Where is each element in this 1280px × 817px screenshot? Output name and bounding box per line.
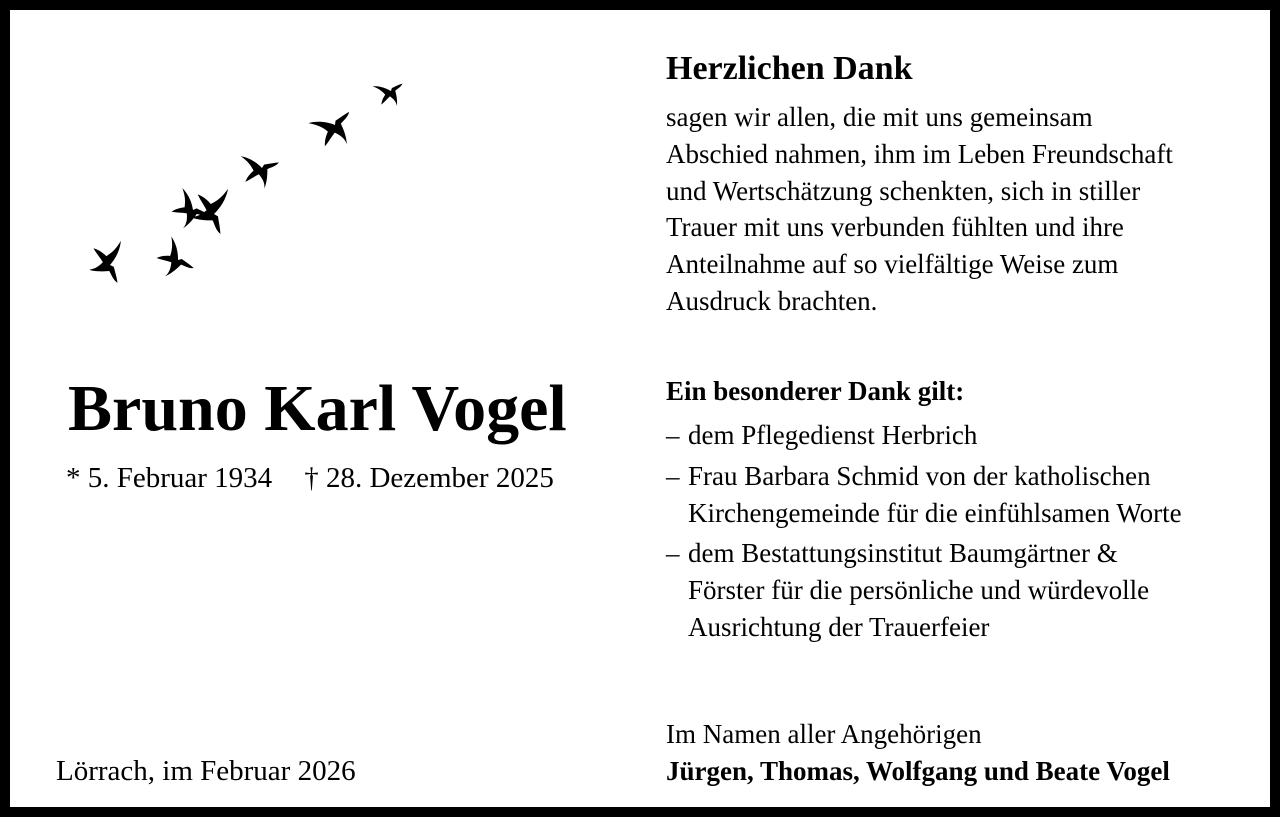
list-item xyxy=(666,417,1266,454)
thanks-heading: Herzlichen Dank xyxy=(666,50,913,87)
list-item-line: Förster für die persönliche und würdevolle xyxy=(688,575,1150,606)
signers: Jürgen, Thomas, Wolfgang und Beate Vogel xyxy=(666,756,1170,786)
list-item-line: Kirchengemeinde für die einfühlsamen Worte xyxy=(688,497,1182,528)
intro-line: Anteilnahme auf so vielfältige Weise zum xyxy=(666,249,1119,280)
dash-bullet: – xyxy=(666,460,680,491)
intro-line: Abschied nahmen, ihm im Leben Freundschaft xyxy=(666,138,1173,169)
intro-line: sagen wir allen, die mit uns gemeinsam xyxy=(666,102,1093,132)
bird-icon xyxy=(90,234,138,292)
intro-line: und Wertschätzung schenkten, sich in stiller xyxy=(666,175,1141,206)
special-thanks-list xyxy=(666,417,1266,650)
death-date: † 28. Dezember 2025 xyxy=(304,462,554,494)
special-thanks-heading: Ein besonderer Dank gilt: xyxy=(666,376,965,406)
bird-icon xyxy=(304,96,364,156)
intro-line: Trauer mit uns verbunden fühlten und ihre xyxy=(666,212,1124,243)
life-dates xyxy=(66,460,646,496)
deceased-name: Bruno Karl Vogel xyxy=(68,372,567,445)
intro-line: Ausdruck brachten. xyxy=(666,285,878,316)
on-behalf-line: Im Namen aller Angehörigen xyxy=(666,719,982,749)
thanks-intro xyxy=(666,99,1266,320)
closing-block xyxy=(666,716,1266,790)
list-item-line: dem Pflegedienst Herbrich xyxy=(688,420,978,450)
list-item xyxy=(666,458,1266,532)
bird-icon xyxy=(152,234,202,284)
birth-date: * 5. Februar 1934 xyxy=(66,462,273,494)
list-item-line: Ausrichtung der Trauerfeier xyxy=(688,611,990,642)
list-item-line: Frau Barbara Schmid von der katholischen xyxy=(688,460,1151,491)
list-item xyxy=(666,535,1266,645)
bird-icon xyxy=(235,143,287,195)
bird-icon xyxy=(369,71,411,114)
dash-bullet: – xyxy=(666,420,680,450)
flying-birds-icon xyxy=(90,70,420,300)
place-and-date: Lörrach, im Februar 2026 xyxy=(56,755,356,787)
list-item-line: dem Bestattungsinstitut Baumgärtner & xyxy=(688,538,1118,569)
dash-bullet: – xyxy=(666,538,680,569)
